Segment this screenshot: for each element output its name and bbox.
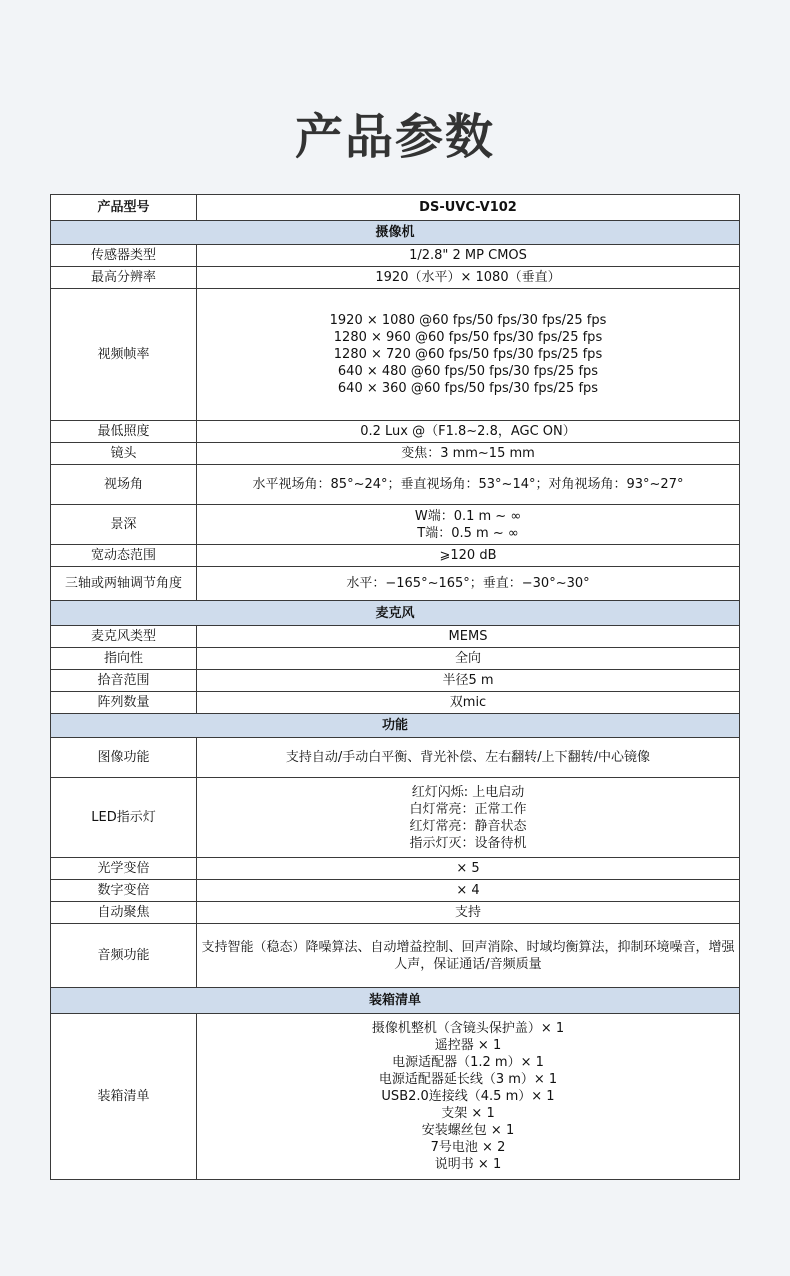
spec-value-line: 支持智能（稳态）降噪算法、自动增益控制、回声消除、时域均衡算法，抑制环境噪音，增强人声，保证通话/音频质量	[201, 939, 735, 972]
spec-label: 最高分辨率	[51, 267, 197, 289]
spec-table	[50, 194, 740, 1180]
spec-label: 三轴或两轴调节角度	[51, 567, 197, 601]
spec-row	[51, 880, 740, 902]
spec-value-line: 1280 × 960 @60 fps/50 fps/30 fps/25 fps	[333, 330, 603, 345]
spec-label: 传感器类型	[51, 245, 197, 267]
spec-label: 景深	[51, 505, 197, 545]
spec-value-line: 全向	[454, 651, 481, 666]
spec-value	[197, 648, 740, 670]
spec-value-line: 遥控器 × 1	[434, 1038, 502, 1053]
spec-label: 光学变倍	[51, 858, 197, 880]
spec-value-line: 水平：−165°~165°；垂直：−30°~30°	[346, 576, 590, 591]
spec-row	[51, 692, 740, 714]
spec-value	[197, 692, 740, 714]
section-header	[51, 601, 740, 626]
spec-value-line: × 5	[456, 861, 480, 876]
spec-row	[51, 778, 740, 858]
spec-row	[51, 902, 740, 924]
spec-value	[197, 670, 740, 692]
spec-value	[197, 545, 740, 567]
spec-row	[51, 545, 740, 567]
spec-value-line: 双mic	[449, 695, 487, 710]
spec-label: 麦克风类型	[51, 626, 197, 648]
spec-value-line: 摄像机整机（含镜头保护盖）× 1	[371, 1021, 565, 1036]
spec-value	[197, 465, 740, 505]
spec-value-line: 红灯闪烁: 上电启动	[411, 784, 525, 800]
spec-label: 数字变倍	[51, 880, 197, 902]
spec-label: 装箱清单	[51, 1014, 197, 1180]
spec-value-line: T端：0.5 m ~ ∞	[417, 525, 519, 541]
spec-label: 宽动态范围	[51, 545, 197, 567]
spec-label: LED指示灯	[51, 778, 197, 858]
spec-value-line: 0.2 Lux @（F1.8~2.8，AGC ON）	[360, 424, 576, 439]
spec-value	[197, 626, 740, 648]
spec-value	[197, 902, 740, 924]
spec-value-line: 电源适配器（1.2 m）× 1	[392, 1055, 544, 1070]
spec-row	[51, 648, 740, 670]
spec-row	[51, 421, 740, 443]
spec-label: 拾音范围	[51, 670, 197, 692]
spec-value-line: 支持自动/手动白平衡、背光补偿、左右翻转/上下翻转/中心镜像	[285, 750, 651, 765]
spec-row	[51, 443, 740, 465]
spec-value-line: 说明书 × 1	[434, 1157, 502, 1172]
spec-label: 自动聚焦	[51, 902, 197, 924]
spec-value-line: 半径5 m	[442, 673, 494, 688]
spec-value-line: 电源适配器延长线（3 m）× 1	[378, 1072, 558, 1087]
spec-value-line: USB2.0连接线（4.5 m）× 1	[381, 1089, 555, 1104]
spec-label: 最低照度	[51, 421, 197, 443]
spec-value-line: 1/2.8" 2 MP CMOS	[409, 248, 527, 263]
spec-value	[197, 443, 740, 465]
spec-value-line: 1920（水平）× 1080（垂直）	[375, 270, 561, 285]
spec-row	[51, 267, 740, 289]
spec-label: 镜头	[51, 443, 197, 465]
spec-row	[51, 924, 740, 988]
spec-value-line: 1920 × 1080 @60 fps/50 fps/30 fps/25 fps	[329, 313, 607, 328]
spec-row	[51, 1014, 740, 1180]
spec-value-line: 指示灯灭：设备待机	[409, 835, 527, 851]
spec-row	[51, 567, 740, 601]
spec-value	[197, 880, 740, 902]
spec-value	[197, 778, 740, 858]
spec-row	[51, 738, 740, 778]
spec-row	[51, 858, 740, 880]
spec-label: 音频功能	[51, 924, 197, 988]
spec-value-line: MEMS	[448, 629, 488, 644]
spec-value-line: 640 × 360 @60 fps/50 fps/30 fps/25 fps	[337, 381, 599, 396]
section-title: 装箱清单	[51, 988, 740, 1014]
spec-value	[197, 267, 740, 289]
spec-value	[197, 567, 740, 601]
model-label: 产品型号	[51, 195, 197, 221]
spec-value-line: 640 × 480 @60 fps/50 fps/30 fps/25 fps	[337, 364, 599, 379]
spec-label: 图像功能	[51, 738, 197, 778]
model-row	[51, 195, 740, 221]
spec-value-line: 支持	[454, 905, 481, 920]
spec-row	[51, 626, 740, 648]
spec-row	[51, 245, 740, 267]
spec-value-line: 白灯常亮：正常工作	[409, 801, 527, 817]
spec-value-line: 红灯常亮：静音状态	[409, 818, 527, 834]
spec-value-line: 1280 × 720 @60 fps/50 fps/30 fps/25 fps	[333, 347, 603, 362]
spec-value	[197, 289, 740, 421]
spec-value	[197, 924, 740, 988]
spec-value-line: 支架 × 1	[441, 1106, 495, 1121]
section-title: 摄像机	[51, 221, 740, 245]
spec-value-line: ⩾120 dB	[439, 548, 497, 563]
spec-value-line: 水平视场角：85°~24°；垂直视场角：53°~14°；对角视场角：93°~27°	[252, 477, 684, 492]
spec-row	[51, 465, 740, 505]
spec-value	[197, 245, 740, 267]
section-header	[51, 988, 740, 1014]
spec-value	[197, 421, 740, 443]
spec-value-line: W端：0.1 m ~ ∞	[414, 508, 522, 524]
spec-value-line: 安装螺丝包 × 1	[421, 1123, 515, 1138]
model-value: DS-UVC-V102	[197, 195, 740, 221]
section-title: 麦克风	[51, 601, 740, 626]
section-title: 功能	[51, 714, 740, 738]
spec-value-line: 变焦：3 mm~15 mm	[401, 446, 535, 461]
spec-value	[197, 1014, 740, 1180]
spec-value	[197, 858, 740, 880]
spec-row	[51, 670, 740, 692]
spec-label: 阵列数量	[51, 692, 197, 714]
page-title: 产品参数	[294, 109, 495, 165]
spec-row	[51, 289, 740, 421]
spec-row	[51, 505, 740, 545]
spec-value	[197, 505, 740, 545]
spec-value	[197, 738, 740, 778]
section-header	[51, 714, 740, 738]
spec-label: 指向性	[51, 648, 197, 670]
spec-label: 视频帧率	[51, 289, 197, 421]
spec-value-line: 7号电池 × 2	[430, 1140, 506, 1155]
section-header	[51, 221, 740, 245]
spec-label: 视场角	[51, 465, 197, 505]
spec-value-line: × 4	[456, 883, 480, 898]
